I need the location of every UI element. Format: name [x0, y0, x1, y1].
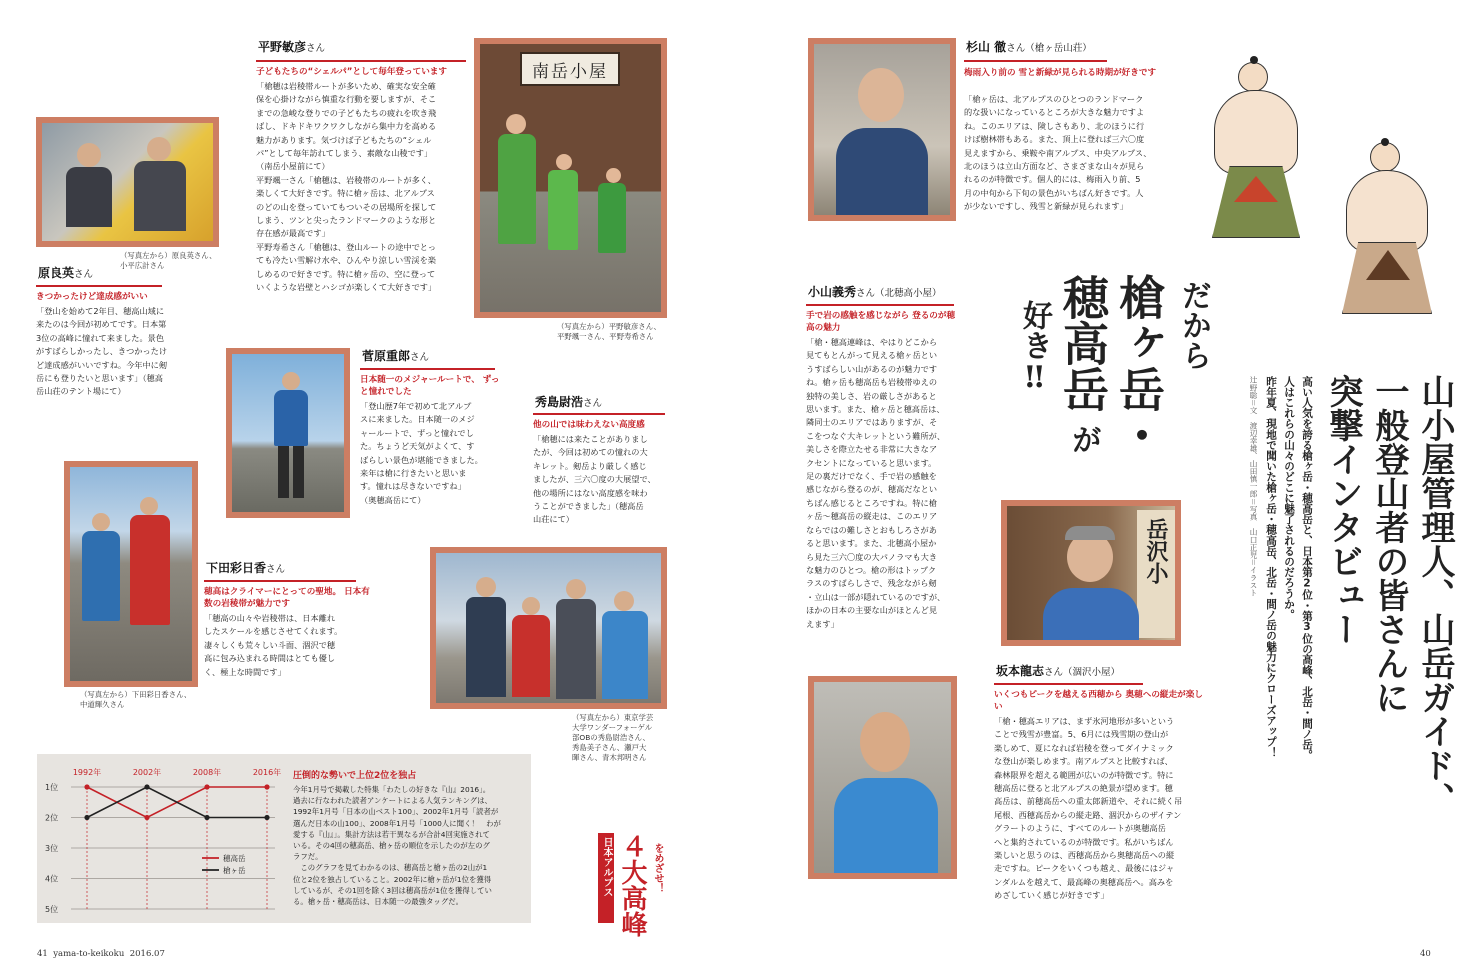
- sugiyama-rule: [964, 60, 1107, 62]
- chart-y-tick-label: 3位: [45, 844, 59, 853]
- chart-x-tick-label: 2002年: [132, 768, 162, 777]
- series-badge-cta: をめざせ！: [652, 843, 663, 893]
- hirano-body: 「槍穂は岩稜帯ルートが多いため、確実な安全確 保を心掛けながら慎重な行動を要しますが、そこ までの急峻な登りでの子どもたちの疲れを吹き飛 ばし、ドキドキワクワクしながら集中力を高める 魅力があります。気づけば子どもたちの“シェル パ”として毎年訪れてしまう、素敵な山稜です」 （南岳小屋前にて） 平野颯一さん「槍穂は、岩稜帯のルートが多く、 楽しくて大好きです。特に槍ヶ岳は、北アルプス のどの山を登っていてもついその居場所を探して しまう、ツンと尖ったランドマークのような形と 存在感が最高です」 平野寿希さん「槍穂は、登山ルートの途中でとっ ても冷たい雪解け水や、ひんやり涼しい雪渓を楽 しめるので好きです。特に槍ヶ岳の、空に登って いくような岩壁とハシゴが楽しくて大好きです」: [256, 81, 437, 293]
- hara-photo: [36, 117, 219, 247]
- feature-title-yarigatake: 槍ヶ岳・: [1112, 274, 1166, 458]
- sakamoto-rule: [994, 683, 1143, 685]
- hideshima-name: 秀島尉浩さん: [535, 395, 603, 409]
- koyama-body: 「槍・穂高連峰は、やはりどこから 見てもとんがって見える槍ヶ岳とい うすばらしい山があるのが魅力です ね。槍ヶ岳も穂高岳も岩稜帯ゆえの 独特の美しさ、岩の厳しさがあると 思います。また、槍ヶ岳と穂高岳は、 隣同士のエリアではありますが、そ こをつなぐ大キレットという難所が、 美しさを際立たせる非常に大きなア クセントになっていると思います。 足の裏だけでなく、手で岩の感触を 感じながら登るのが、穂高だなとい ちばん感じるところですね。特に槍 ヶ岳〜穂高岳の縦走は、このエリア ならではの難しさとおもしろさがあ ると思います。また、北穂高小屋か ら見た三六〇度の大パノラマも大き な魅力のひとつ。槍の形はトップク ラスのすばらしさで、残念ながら剱 ・立山は一部が隠れているのですが、 ほかの日本の主要な山がほとんど見 えます」: [806, 337, 946, 629]
- folio-date: 2016.07: [129, 949, 165, 959]
- folio-left-page: 41: [37, 949, 48, 959]
- sugiyama-body: 「槍ヶ岳は、北アルプスのひとつのランドマーク 的な扱いになっているところが大きな魅力ですよ ね。このエリアは、険しさもあり、北のほうに行 けば樹林帯もある。また、頂上に登れば三六〇度 見えますから、乗鞍や南アルプス、中央アルプス、 北のほうは立山方面など、さまざまな山々が見ら れるのが特徴です。個人的には、梅雨入り前、5 月の中旬から下旬の景色がいちばん好きです。人 が少ないですし、残雪と新緑が見られます」: [964, 94, 1152, 212]
- chart-y-tick-label: 4位: [45, 874, 59, 884]
- shimoda-caption: （写真左から）下田彩日香さん、 中道輝久さん: [80, 690, 192, 709]
- ranking-chart: [37, 754, 287, 923]
- hara-rule: [36, 285, 162, 287]
- chart-y-tick-label: 1位: [45, 783, 59, 792]
- feature-title-ga: が: [1066, 424, 1101, 454]
- hara-caption: （写真左から）原良英さん、 小平広計さん: [120, 251, 217, 270]
- chart-point: [84, 784, 89, 789]
- hideshima-body: 「槍穂には来たことがありまし たが、今回は初めての憧れの大 キレット。剱岳より厳しく感じ ましたが、三六〇度の大展望で、 他の場所にはない高度感を味わ うことができました」（穂高岳 山荘にて）: [533, 434, 656, 525]
- chart-legend-label: 槍ヶ岳: [223, 866, 246, 875]
- folio-magazine: yama-to-keikoku: [53, 949, 125, 959]
- koyama-name: 小山義秀さん（北穂高小屋）: [808, 285, 942, 299]
- feature-headline-2: 一般登山者の皆さんに: [1369, 374, 1409, 714]
- feature-lead-1: 高い人気を誇る槍ヶ岳・穂高岳と、日本第2位・第3位の高峰、北岳・間ノ岳。: [1301, 376, 1313, 761]
- feature-lead-2: 人はこれらの山々のどこに魅了されるのだろうか。: [1283, 376, 1295, 620]
- koyama-headline: 手で岩の感触を感じながら 登るのが穂高の魅力: [806, 311, 956, 333]
- feature-title-suki: 好き‼: [1017, 300, 1052, 395]
- hideshima-caption: （写真左から）東京学芸 大学ワンダーフォーゲル 部OBの秀島尉浩さん、 秀島美子さん、瀬戸大 暉さん、青木邦明さん: [572, 713, 654, 762]
- koyama-rule: [806, 304, 954, 306]
- sugiyama-headline: 梅雨入り前の 雪と新緑が見られる時期が好きです: [964, 68, 1157, 78]
- sugawara-headline: 日本随一のメジャールートで、 ずっと憧れでした: [360, 375, 500, 397]
- hirano-headline: 子どもたちの“シェルパ”として毎年登っています: [256, 67, 447, 77]
- feature-title-lead: だから: [1176, 280, 1211, 370]
- sugawara-photo: [226, 348, 350, 518]
- hara-headline: きつかったけど達成感がいい: [36, 292, 148, 302]
- feature-lead-3: 昨年夏、現地で聞いた槍ヶ岳・穂高岳、北岳・間ノ岳の魅力にクローズアップ！: [1265, 376, 1277, 758]
- sugiyama-photo: [808, 38, 956, 221]
- feature-credits: 辻野聡＝文 渡辺幸雄、山田慎一郎＝写真 山口正児＝イラスト: [1249, 376, 1258, 597]
- hideshima-rule: [533, 413, 665, 415]
- sakamoto-headline: いくつもピークを越える西穂から 奥穂への縦走が楽しい: [994, 690, 1203, 712]
- hirano-name: 平野敏彦さん: [258, 40, 326, 54]
- hideshima-group-photo: [430, 547, 667, 709]
- series-badge-main: ４大高峰: [617, 833, 647, 937]
- hut-sign-karasawa: 岳沢小: [1143, 518, 1169, 584]
- chart-point: [84, 815, 89, 820]
- sugiyama-name: 杉山 徹さん（槍ヶ岳山荘）: [966, 40, 1092, 54]
- chart-legend-label: 穂高岳: [223, 854, 246, 863]
- feature-headline-1: 山小屋管理人、山岳ガイド、: [1415, 374, 1455, 816]
- chart-point: [264, 815, 269, 820]
- folio-right-page: 40: [1420, 949, 1431, 959]
- chart-series-line-2: [87, 787, 267, 818]
- shimoda-rule: [204, 580, 356, 582]
- hut-sign-minamidake: 南岳小屋: [532, 62, 608, 82]
- sugawara-rule: [360, 368, 495, 370]
- sakamoto-body: 「槍・穂高エリアは、まず氷河地形が多いという ことで残雪が豊富。5、6月には残雪期の登山が 楽しめて、夏になれば岩稜を登ってダイナミック な登山が楽しめます。南アルプスと比較すれば、 森林限界を超える範囲が広いのが特徴です。特に 穂高岳に登ると北アルプスの絶景が望めます。穂 高岳は、前穂高岳への重太郎新道や、それに続く吊 尾根、西穂高岳からの縦走路、涸沢からのザイテン グラートのように、すべてのルートが奥穂高岳 へと集約されているのが特徴です。私がいちばん 楽しいと思うのは、西穂高岳から奥穂高岳への縦 走ですね。ピークをいくつも越え、最後にはジャ ンダルムを越えて、最高峰の奥穂高岳へ。高みを めざしていく感じが好きです」: [994, 716, 1183, 901]
- sumo-wrestler-illustration-1: [1200, 56, 1312, 256]
- chart-point: [264, 784, 269, 789]
- shimoda-name: 下田彩日香さん: [206, 561, 286, 575]
- ranking-body: 今年1月号で掲載した特集「わたしの好きな『山』2016」。 過去に行なわれた読者アンケートによる人気ランキングは、 1992年1月号「日本の山ベスト100」、2002年1月号「読者が 選んだ日本の山100」、2008年1月号「1000人に聞く！ わが 愛する『山』」。集計方法は若干異なるが合計4回実施されて いる。その4回の穂高岳、槍ヶ岳の順位を示したのが左のグ ラフだ。 このグラフを見てわかるのは、穂高岳と槍ヶ岳の2山が1 位と2位を独占していること。2002年に槍ヶ岳が1位を獲得 しているが、その1回を除く3回は穂高岳が1位を獲得してい る。槍ヶ岳・穂高岳は、日本随一の最強タッグだ。: [293, 785, 501, 907]
- feature-title-hotakadake: 穂高岳: [1056, 274, 1110, 412]
- chart-point: [204, 784, 209, 789]
- sakamoto-photo: [808, 676, 957, 879]
- shimoda-photo: [64, 461, 198, 687]
- sugawara-body: 「登山歴7年で初めて北アルプ スに来ました。日本随一のメジ ャールートで、ずっと憧れでし た。ちょうど天気がよくて、す ばらしい景色が堪能できました。 来年は槍に行きたいと思いま す。憧れは尽きないですね」 （奥穂高岳にて）: [360, 401, 483, 505]
- shimoda-body: 「穂高の山々や岩稜帯は、日本離れ したスケールを感じさせてくれます。 凄々しくも荒々しい斗面、涸沢で穂 高に包み込まれる時間はとても優し く、極上な時間です」: [204, 613, 343, 677]
- sakamoto-portrait-photo: [1001, 500, 1181, 646]
- shimoda-headline: 穂高はクライマーにとっての聖地。 日本有数の岩稜帯が魅力です: [204, 587, 370, 609]
- chart-point: [204, 815, 209, 820]
- hideshima-headline: 他の山では味わえない高度感: [533, 420, 645, 430]
- chart-x-tick-label: 2016年: [252, 768, 282, 777]
- sumo-wrestler-illustration-2: [1330, 138, 1442, 334]
- hara-body: 「登山を始めて2年目、穂高山域に 来たのは今回が初めてです。日本第 3位の高峰に憧れて来ました。景色 がすばらしかったし、きつかったけ ど達成感がいいですね。今年中に剱 岳にも登りたいと思います」（穂高 岳山荘のテント場にて）: [36, 306, 168, 397]
- feature-headline-3: 突撃インタビュー: [1323, 374, 1363, 646]
- ranking-headline: 圧倒的な勢いで上位2位を独占: [293, 771, 417, 781]
- sakamoto-name: 坂本龍志さん（涸沢小屋）: [996, 664, 1121, 678]
- chart-y-tick-label: 5位: [45, 905, 59, 914]
- chart-point: [144, 784, 149, 789]
- folio-left: [37, 949, 165, 959]
- hirano-rule: [256, 60, 466, 62]
- hirano-family-photo: [474, 38, 667, 318]
- sugawara-name: 菅原重郎さん: [362, 349, 430, 363]
- hara-name: 原良英さん: [38, 266, 94, 280]
- chart-y-tick-label: 2位: [45, 813, 59, 823]
- series-badge: [598, 833, 668, 937]
- series-badge-sub: 日本アルプス: [598, 833, 614, 923]
- chart-point: [144, 815, 149, 820]
- chart-x-tick-label: 2008年: [192, 768, 222, 777]
- chart-x-tick-label: 1992年: [72, 768, 102, 777]
- hirano-caption: （写真左から）平野敏彦さん、 平野颯一さん、平野寿希さん: [557, 322, 661, 341]
